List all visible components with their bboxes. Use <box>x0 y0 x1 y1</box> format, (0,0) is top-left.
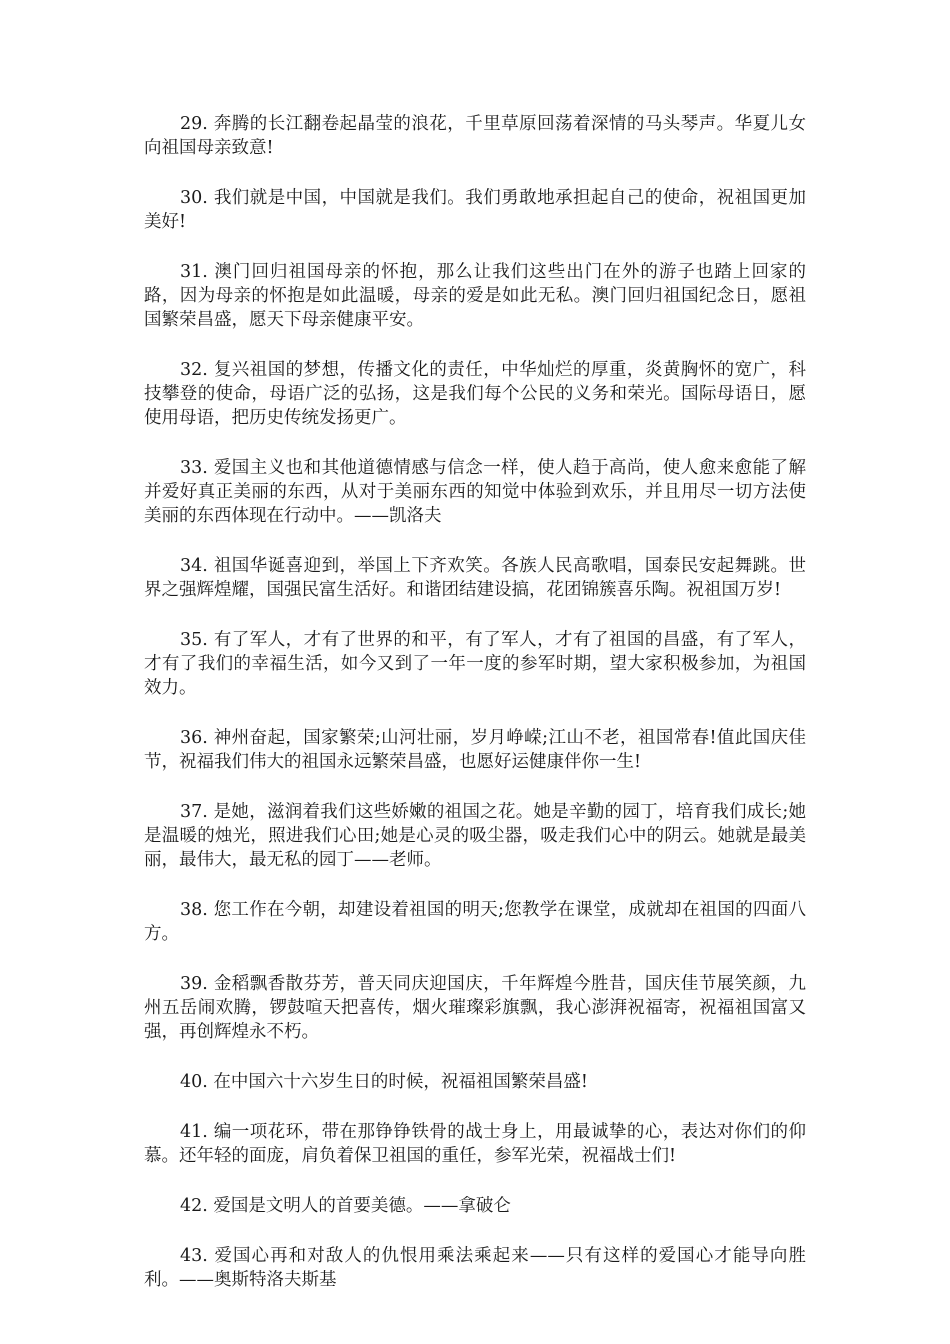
paragraph-31: 31. 澳门回归祖国母亲的怀抱，那么让我们这些出门在外的游子也踏上回家的路，因为母亲的怀抱是如此温暖，母亲的爱是如此无私。澳门回归祖国纪念日，愿祖国繁荣昌盛，愿天下母亲健康平安。 <box>144 262 806 330</box>
paragraph-34: 34. 祖国华诞喜迎到，举国上下齐欢笑。各族人民高歌唱，国泰民安起舞跳。世界之强辉煌耀，国强民富生活好。和谐团结建设搞，花团锦簇喜乐陶。祝祖国万岁! <box>144 556 806 600</box>
paragraph-30: 30. 我们就是中国，中国就是我们。我们勇敢地承担起自己的使命，祝祖国更加美好! <box>144 188 806 232</box>
paragraph-29: 29. 奔腾的长江翻卷起晶莹的浪花，千里草原回荡着深情的马头琴声。华夏儿女向祖国母亲致意! <box>144 114 806 158</box>
paragraph-32: 32. 复兴祖国的梦想，传播文化的责任，中华灿烂的厚重，炎黄胸怀的宽广，科技攀登的使命，母语广泛的弘扬，这是我们每个公民的义务和荣光。国际母语日，愿使用母语，把历史传统发扬更广。 <box>144 360 806 428</box>
paragraph-42: 42. 爱国是文明人的首要美德。——拿破仑 <box>180 1196 511 1216</box>
document-body <box>144 112 806 1318</box>
paragraph-41: 41. 编一项花环，带在那铮铮铁骨的战士身上，用最诚挚的心，表达对你们的仰慕。还年轻的面庞，肩负着保卫祖国的重任，参军光荣，祝福战士们! <box>144 1122 806 1166</box>
paragraph-33: 33. 爱国主义也和其他道德情感与信念一样，使人趋于高尚，使人愈来愈能了解并爱好真正美丽的东西，从对于美丽东西的知觉中体验到欢乐，并且用尽一切方法使美丽的东西体现在行动中。——凯洛夫 <box>144 458 806 526</box>
paragraph-43: 43. 爱国心再和对敌人的仇恨用乘法乘起来——只有这样的爱国心才能导向胜利。——奥斯特洛夫斯基 <box>144 1246 806 1290</box>
paragraph-37: 37. 是她，滋润着我们这些娇嫩的祖国之花。她是辛勤的园丁，培育我们成长;她是温暖的烛光，照进我们心田;她是心灵的吸尘器，吸走我们心中的阴云。她就是最美丽，最伟大，最无私的园丁——老师。 <box>144 802 806 870</box>
paragraph-40: 40. 在中国六十六岁生日的时候，祝福祖国繁荣昌盛! <box>180 1072 588 1092</box>
paragraph-39: 39. 金稻飘香散芬芳，普天同庆迎国庆，千年辉煌今胜昔，国庆佳节展笑颜，九州五岳闹欢腾，锣鼓喧天把喜传，烟火璀璨彩旗飘，我心澎湃祝福寄，祝福祖国富又强，再创辉煌永不朽。 <box>144 974 806 1042</box>
paragraph-36: 36. 神州奋起，国家繁荣;山河壮丽，岁月峥嵘;江山不老，祖国常春!值此国庆佳节，祝福我们伟大的祖国永远繁荣昌盛，也愿好运健康伴你一生! <box>144 728 806 772</box>
paragraph-35: 35. 有了军人，才有了世界的和平，有了军人，才有了祖国的昌盛，有了军人，才有了我们的幸福生活，如今又到了一年一度的参军时期，望大家积极参加，为祖国效力。 <box>144 630 806 698</box>
paragraph-38: 38. 您工作在今朝，却建设着祖国的明天;您教学在课堂，成就却在祖国的四面八方。 <box>144 900 806 944</box>
